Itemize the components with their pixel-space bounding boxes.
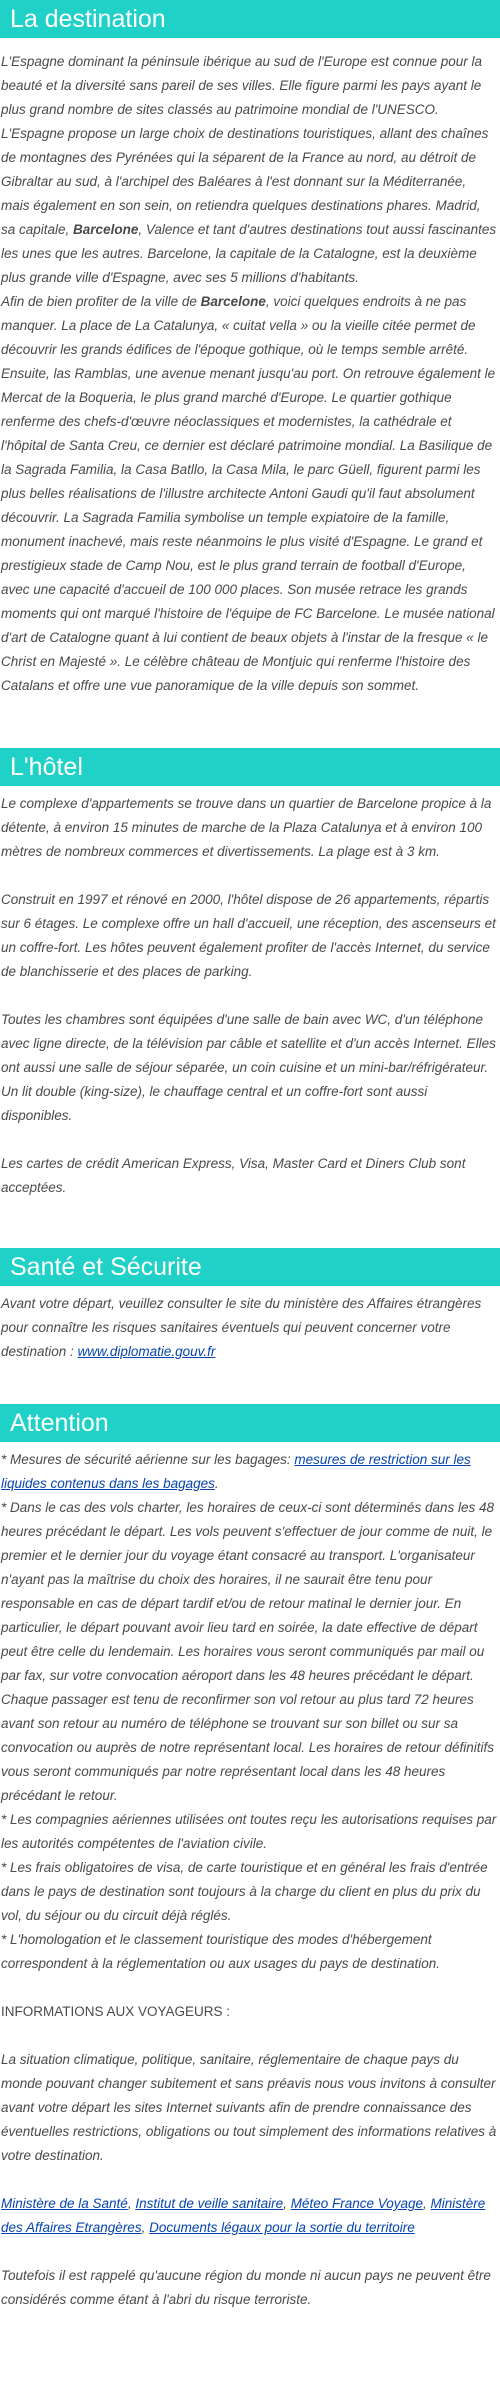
hotel-paragraph-4: Les cartes de crédit American Express, Visa, Master Card et Diners Club sont acceptées. <box>1 1156 466 1195</box>
destination-paragraph-2: Afin de bien profiter de la ville de Barcelone, voici quelques endroits à ne pas manquer. La place de La Catalunya, « cuitat vella » ou la vieille citée permet de découvrir les grands édifices de l'époque gothique, où le temps semble arrêté. Ensuite, las Ramblas, une avenue menant jusqu'au port. On retrouve également le Mercat de la Boqueria, le plus grand marché d'Europe. Le quartier gothique renferme des chefs-d'œuvre néoclassiques et modernistes, la cathédrale et l'hôpital de Santa Creu, ce dernier est déclaré patrimoine mondial. La Basilique de la Sagrada Familia, la Casa Batllo, la Casa Mila, le parc Güell, figurent parmi les plus belles réalisations de l'illustre architecte Antoni Gaudi qu'il faut absolument découvrir. La Sagrada Familia symbolise un temple expiatoire de la famille, monument inachevé, mais reste néanmoins le plus visité d'Espagne. Le grand et prestigieux stade de Camp Nou, est le plus grand terrain de football d'Europe, avec une capacité d'accueil de 100 000 places. Son musée retrace les grands moments qui ont marqué l'histoire de l'équipe de FC Barcelone. Le musée national d'art de Catalogne quant à lui contient de beaux objets à l'instar de la fresque « le Christ en Majesté ». Le célèbre château de Montjuic qui renferme l'histoire des Catalans et offre une vue panoramique de la ville depuis son sommet. <box>1 294 496 693</box>
sante-paragraph: Avant votre départ, veuillez consulter le site du ministère des Affaires étrangères pour connaître les risques sanitaires éventuels qui peuvent concerner votre destination : www.diplomatie.gouv.fr <box>1 1296 482 1359</box>
info-voyageurs-title: INFORMATIONS AUX VOYAGEURS : <box>1 2004 231 2019</box>
section-title: La destination <box>10 5 166 33</box>
hotel-paragraph-2: Construit en 1997 et rénové en 2000, l'hôtel dispose de 26 appartements, répartis sur 6 étages. Le complexe offre un hall d'accueil, une réception, des ascenseurs et un coffre-fort. Les hôtes peuvent également profiter de l'accès Internet, du service de blanchisserie et des places de parking. <box>1 892 496 979</box>
section-title: L'hôtel <box>10 753 83 781</box>
hotel-paragraph-1: Le complexe d'appartements se trouve dans un quartier de Barcelone propice à la détente, à environ 15 minutes de marche de la Plaza Catalunya et à environ 100 mètres de nombreux commerces et divertissements. La plage est à 3 km. <box>1 796 492 859</box>
ministere-sante-link[interactable]: Ministère de la Santé <box>1 2196 128 2211</box>
documents-legaux-link[interactable]: Documents légaux pour la sortie du territoire <box>149 2220 415 2235</box>
terrorisme-notice: Toutefois il est rappelé qu'aucune région du monde ni aucun pays ne peuvent être considérés comme étant à l'abri du risque terroriste. <box>1 2268 491 2307</box>
sante-content <box>0 1286 500 1364</box>
section-title: Santé et Sécurite <box>10 1253 202 1281</box>
attention-item-5: * L'homologation et le classement touristique des modes d'hébergement correspondent à la réglementation ou aux usages du pays de destination. <box>1 1932 441 1971</box>
attention-item-4: * Les frais obligatoires de visa, de carte touristique et en général les frais d'entrée dans le pays de destination sont toujours à la charge du client en plus du prix du vol, du séjour ou du circuit déjà réglés. <box>1 1860 488 1923</box>
attention-content <box>0 1442 500 2312</box>
bold-city: Barcelone <box>73 222 139 237</box>
meteo-france-link[interactable]: Méteo France Voyage <box>290 2196 424 2211</box>
info-voyageurs-paragraph: La situation climatique, politique, sanitaire, réglementaire de chaque pays du monde pouvant changer subitement et sans préavis nous vous invitons à consulter avant votre départ les sites Internet suivants afin de prendre connaissance des éventuelles restrictions, obligations ou tout simplement des informations relatives à votre destination. <box>1 2052 497 2163</box>
info-links: Ministère de la Santé, Institut de veille sanitaire, Méteo France Voyage, Ministère des Affaires Etrangères, Documents légaux pour la sortie du territoire <box>1 2196 486 2235</box>
attention-item-2: * Dans le cas des vols charter, les horaires de ceux-ci sont déterminés dans les 48 heures précédant le départ. Les vols peuvent s'effectuer de jour comme de nuit, le premier et le dernier jour du voyage étant consacré au transport. L'organisateur n'ayant pas la maîtrise du choix des horaires, il ne saurait être tenu pour responsable en cas de départ tardif et/ou de retour matinal le dernier jour. En particulier, le départ pouvant avoir lieu tard en soirée, la date effective de départ peut être celle du lendemain. Les horaires vous seront communiqués par mail ou par fax, sur votre convocation aéroport dans les 48 heures précédant le départ. Chaque passager est tenu de reconfirmer son vol retour au plus tard 72 heures avant son retour au numéro de téléphone se trouvant sur son billet ou sur sa convocation ou auprès de notre représentant local. Les horaires de retour définitifs vous seront communiqués par notre représentant local dans les 48 heures précédant le retour. <box>1 1500 495 1803</box>
bold-city: Barcelone <box>200 294 266 309</box>
attention-item-1: * Mesures de sécurité aérienne sur les bagages: mesures de restriction sur les liquides contenus dans les bagages. <box>1 1452 471 1491</box>
hotel-content <box>0 786 500 1200</box>
destination-paragraph-1: L'Espagne dominant la péninsule ibérique au sud de l'Europe est connue pour la beauté et la diversité sans pareil de ses villes. Elle figure parmi les pays ayant le plus grand nombre de sites classés au patrimoine mondial de l'UNESCO. L'Espagne propose un large choix de destinations touristiques, allant des chaînes de montagnes des Pyrénées qui la séparent de la France au nord, au détroit de Gibraltar au sud, à l'archipel des Baléares à l'est donnant sur la Méditerranée, mais également en son sein, on retiendra quelques destinations phares. Madrid, sa capitale, Barcelone, Valence et tant d'autres destinations tout aussi fascinantes les unes que les autres. Barcelone, la capitale de la Catalogne, est la deuxième plus grande ville d'Espagne, avec ses 5 millions d'habitants. <box>1 54 497 285</box>
affaires-etrangeres-link[interactable]: Ministère des Affaires Etrangères <box>1 2196 486 2235</box>
section-header-destination <box>0 0 500 38</box>
attention-item-3: * Les compagnies aériennes utilisées ont toutes reçu les autorisations requises par les autorités compétentes de l'aviation civile. <box>1 1812 497 1851</box>
destination-content <box>0 38 500 698</box>
veille-sanitaire-link[interactable]: Institut de veille sanitaire <box>135 2196 284 2211</box>
section-header-sante <box>0 1248 500 1286</box>
hotel-paragraph-3: Toutes les chambres sont équipées d'une salle de bain avec WC, d'un téléphone avec ligne directe, de la télévision par câble et satellite et d'un accès Internet. Elles ont aussi une salle de séjour séparée, un coin cuisine et un mini-bar/réfrigérateur. Un lit double (king-size), le chauffage central et un coffre-fort sont aussi disponibles. <box>1 1012 496 1123</box>
section-header-attention <box>0 1404 500 1442</box>
section-title: Attention <box>10 1409 109 1437</box>
diplomatie-link[interactable]: www.diplomatie.gouv.fr <box>77 1344 216 1359</box>
liquides-restriction-link[interactable]: mesures de restriction sur les liquides contenus dans les bagages <box>1 1452 471 1491</box>
section-header-hotel <box>0 748 500 786</box>
